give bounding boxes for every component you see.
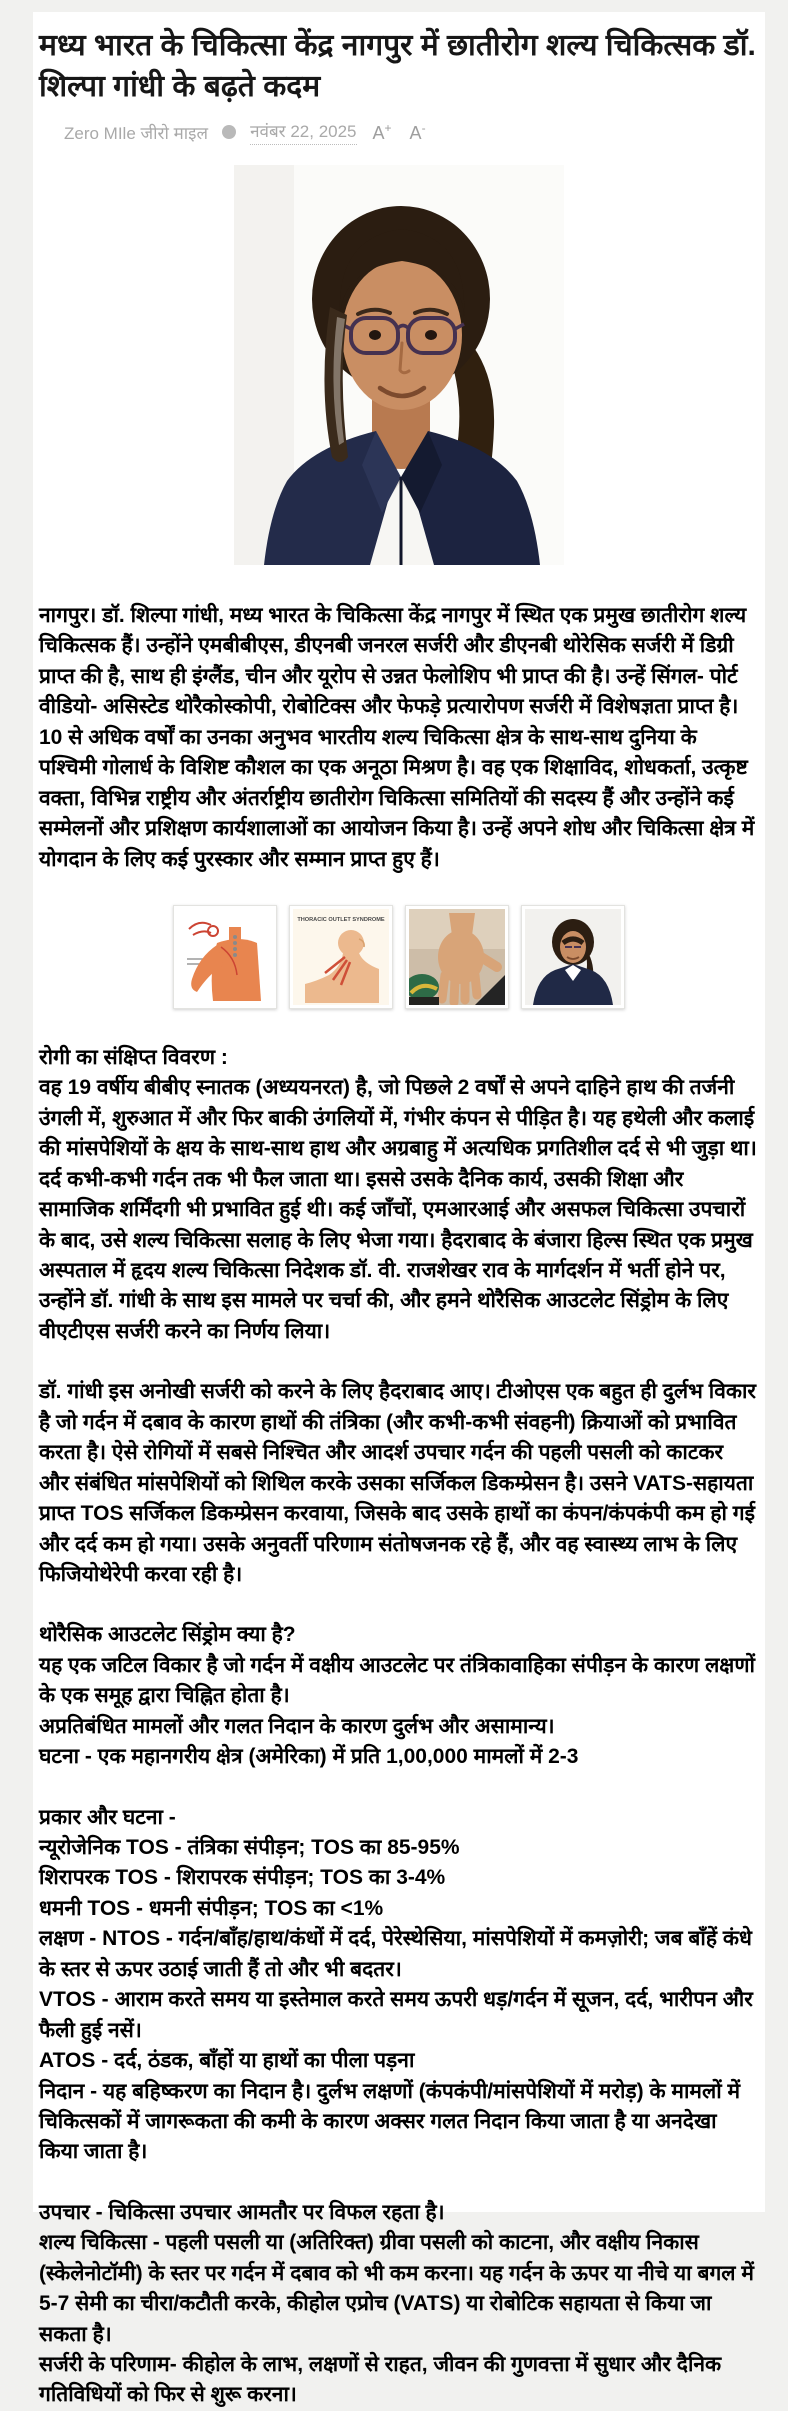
font-decrease-label: A [409,123,422,143]
patient-hand-icon [409,909,505,1005]
list-item: लक्षण - NTOS - गर्दन/बाँह/हाथ/कंधों में दर्द, पेरेस्थेसिया, मांसपेशियों में कमज़ोरी; जब बाँहें कंधे के स्तर से ऊपर उठाई जाती हैं तो और भी बदतर। [39,1927,752,1981]
article-card [33,12,765,2407]
list-item: शिरापरक TOS - शिरापरक संपीड़न; TOS का 3-4% [39,1866,446,1890]
publish-date: नवंबर 22, 2025 [250,119,356,145]
font-increase-button[interactable] [371,122,394,142]
byline [64,119,759,145]
paragraph-line: अप्रतिबंधित मामलों और गलत निदान के कारण दुर्लभ और असामान्य। [39,1714,555,1738]
thoracic-outlet-anatomy-icon [177,909,273,1005]
thumbnail-anatomy-diagram[interactable] [173,905,277,1009]
list-item: निदान - यह बहिष्करण का निदान है। दुर्लभ लक्षणों (कंपकंपी/मांसपेशियों में मरोड़) के मामलों में चिकित्सकों में जागरूकता की कमी के कारण अक्सर गलत निदान किया जाता है या अनदेखा किया जाता है। [39,2079,741,2164]
date-dot-icon [222,125,236,139]
section-heading: प्रकार और घटना - [39,1805,176,1829]
author-link[interactable]: Zero MIle जीरो माइल [64,123,209,143]
patient-summary-section [39,1043,759,1347]
font-increase-sign: + [384,121,392,135]
thumbnail-doctor-portrait[interactable] [521,905,625,1009]
tos-definition-section [39,1620,759,1772]
paragraph-line: शल्य चिकित्सा - पहली पसली या (अतिरिक्त) ग्रीवा पसली को काटना, और वक्षीय निकास (स्केलेनोटॉमी) के स्तर पर गर्दन में दबाव को भी कम करना। यह गर्दन के ऊपर या नीचे या बगल में 5-7 सेमी का चीरा/कटौती करके, कीहोल एप्रोच (VATS) या रोबोटिक सहायता से किया जा सकता है। [39,2231,754,2346]
font-increase-label: A [372,123,385,143]
paragraph-line: डॉ. गांधी इस अनोखी सर्जरी को करने के लिए हैदराबाद आए। टीओएस एक बहुत ही दुर्लभ विकार है जो गर्दन में दबाव के कारण हाथों की तंत्रिका (और कभी-कभी संवहनी) क्रियाओं को प्रभावित करता है। ऐसे रोगियों में सबसे निश्चित और आदर्श उपचार गर्दन की पहली पसली को काटकर और संबंधित मांसपेशियों को शिथिल करके उसका सर्जिकल डिकम्प्रेसन है। उसने VATS-सहायता प्राप्त TOS सर्जिकल डिकम्प्रेसन करवाया, जिसके बाद उसके हाथों का कंपन/कंपकंपी कम हो गई और दर्द कम हो गया। उसके अनुवर्ती परिणाम संतोषजनक रहे हैं, और वह स्वास्थ्य लाभ के लिए फिजियोथेरेपी करवा रही है। [39,1380,757,1586]
font-decrease-sign: - [421,121,426,135]
font-decrease-button[interactable] [408,122,428,142]
section-heading: रोगी का संक्षिप्त विवरण : [39,1045,228,1069]
paragraph-line: घटना - एक महानगरीय क्षेत्र (अमेरिका) में प्रति 1,00,000 मामलों में 2-3 [39,1745,579,1769]
list-item: VTOS - आराम करते समय या इस्तेमाल करते समय ऊपरी धड़/गर्दन में सूजन, दर्द, भारीपन और फैली हुई नसें। [39,1988,753,2042]
paragraph-line: वह 19 वर्षीय बीबीए स्नातक (अध्ययनरत) है, जो पिछले 2 वर्षों से अपने दाहिने हाथ की तर्जनी उंगली में, शुरुआत में और फिर बाकी उंगलियों में, गंभीर कंपन से पीड़ित है। यह हथेली और कलाई की मांसपेशियों के क्षय के साथ-साथ हाथ और अग्रबाहु में अत्यधिक प्रगतिशील दर्द से भी जुड़ा था। दर्द कभी-कभी गर्दन तक भी फैल जाता था। इससे उसके दैनिक कार्य, उसकी शिक्षा और सामाजिक शर्मिंदगी भी प्रभावित हुई थी। कई जाँचों, एमआरआई और असफल चिकित्सा उपचारों के बाद, उसे शल्य चिकित्सा सलाह के लिए भेजा गया। हैदराबाद के बंजारा हिल्स स्थित एक प्रमुख अस्पताल में हृदय शल्य चिकित्सा निदेशक डॉ. वी. राजशेखर राव के मार्गदर्शन में भर्ती होने पर, उन्होंने डॉ. गांधी के साथ इस मामले पर चर्चा की, और हमने थोरैसिक आउटलेट सिंड्रोम के लिए वीएटीएस सर्जरी करने का निर्णय लिया। [39,1076,757,1343]
thoracic-outlet-syndrome-icon [293,909,389,1005]
paragraph-line: नागपुर। डॉ. शिल्पा गांधी, मध्य भारत के चिकित्सा केंद्र नागपुर में स्थित एक प्रमुख छातीरोग शल्य चिकित्सक हैं। उन्होंने एमबीबीएस, डीएनबी जनरल सर्जरी और डीएनबी थोरेसिक सर्जरी में डिग्री प्राप्त की है, साथ ही इंग्लैंड, चीन और यूरोप से उन्नत फेलोशिप भी प्राप्त की है। उन्हें सिंगल- पोर्ट वीडियो- असिस्टेड थोरैकोस्कोपी, रोबोटिक्स और फेफड़े प्रत्यारोपण सर्जरी में विशेषज्ञता प्राप्त है। 10 से अधिक वर्षों का उनका अनुभव भारतीय शल्य चिकित्सा क्षेत्र के साथ-साथ दुनिया के पश्चिमी गोलार्ध के विशिष्ट कौशल का एक अनूठा मिश्रण है। वह एक शिक्षाविद, शोधकर्ता, उत्कृष्ट वक्ता, विभिन्न राष्ट्रीय और अंतर्राष्ट्रीय छातीरोग चिकित्सा समितियों की सदस्य हैं और उन्होंने कई सम्मेलनों और प्रशिक्षण कार्यशालाओं का आयोजन किया है। उन्हें अपने शोध और चिकित्सा क्षेत्र में योगदान के लिए कई पुरस्कार और सम्मान प्राप्त हुए हैं। [39,604,755,871]
paragraph-line: यह एक जटिल विकार है जो गर्दन में वक्षीय आउटलेट पर तंत्रिकावाहिका संपीड़न के कारण लक्षणों के एक समूह द्वारा चिह्नित होता है। [39,1653,755,1708]
tos-illustration-label: THORACIC OUTLET SYNDROME [297,916,385,923]
list-item: धमनी TOS - धमनी संपीड़न; TOS का <1% [39,1896,384,1920]
doctor-portrait-small-icon [525,909,621,1005]
article-body [39,601,759,2411]
page-title: मध्य भारत के चिकित्सा केंद्र नागपुर में छातीरोग शल्य चिकित्सक डॉ. शिल्पा गांधी के बढ़ते कदम [39,29,756,103]
intro-paragraph [39,601,759,875]
surgery-paragraph [39,1377,759,1590]
tos-types-section [39,1803,759,2168]
thumbnail-hand-photo[interactable] [405,905,509,1009]
image-gallery [39,905,759,1009]
doctor-portrait-photo [234,165,564,565]
thumbnail-tos-illustration[interactable] [289,905,393,1009]
doctor-portrait-illustration [234,165,564,565]
treatment-section [39,2198,759,2411]
list-item: ATOS - दर्द, ठंडक, बाँहों या हाथों का पीला पड़ना [39,2049,415,2073]
section-heading: उपचार - चिकित्सा उपचार आमतौर पर विफल रहता है। [39,2200,445,2224]
list-item: न्यूरोजेनिक TOS - तंत्रिका संपीड़न; TOS का 85-95% [39,1836,460,1859]
paragraph-line: सर्जरी के परिणाम- कीहोल के लाभ, लक्षणों से राहत, जीवन की गुणवत्ता में सुधार और दैनिक गतिविधियों को फिर से शुरू करना। [39,2353,722,2407]
section-heading: थोरैसिक आउटलेट सिंड्रोम क्या है? [39,1623,296,1647]
